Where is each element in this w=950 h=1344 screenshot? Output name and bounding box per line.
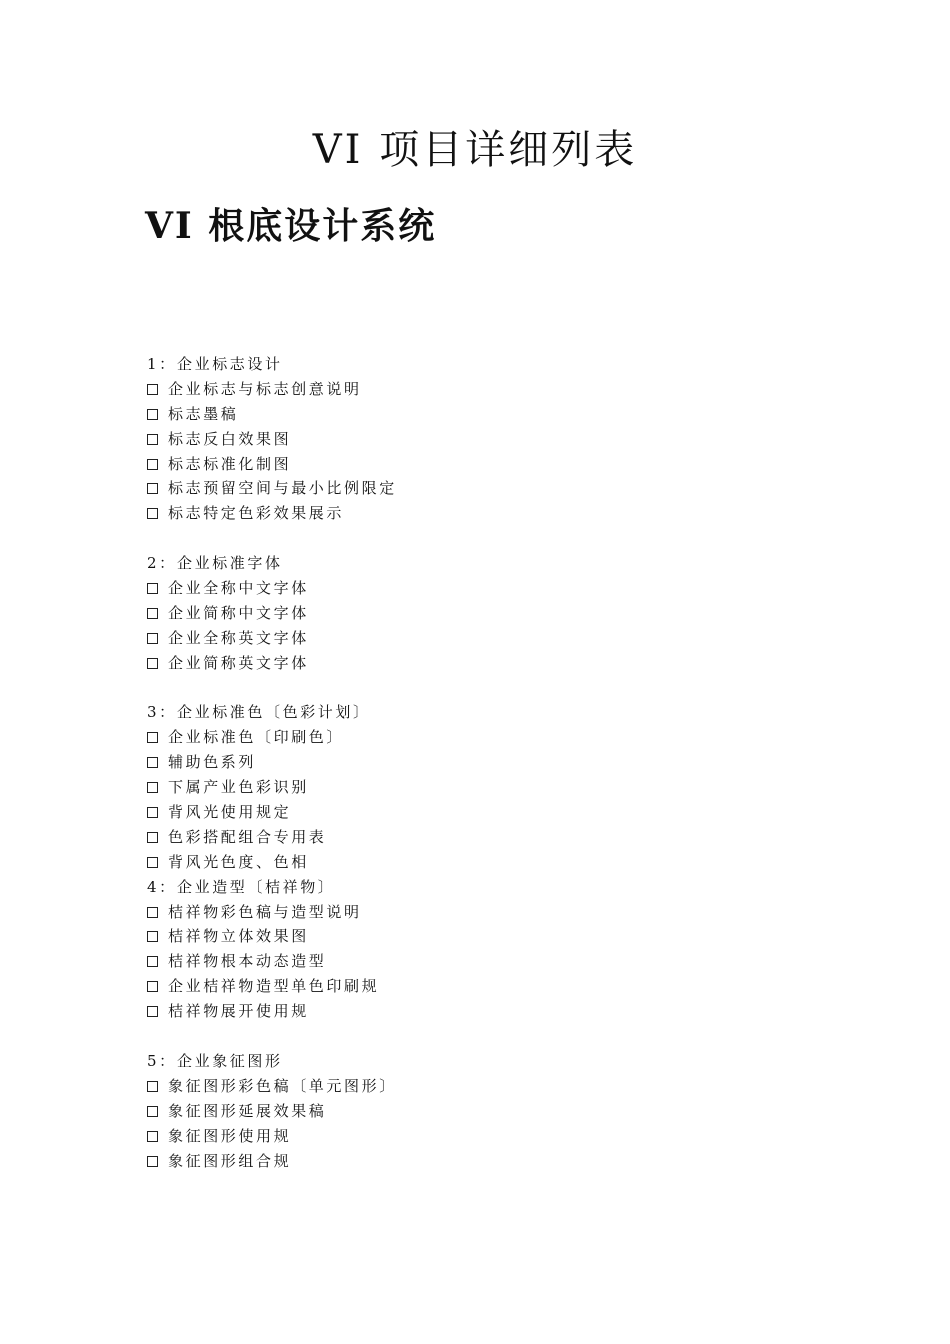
list-item xyxy=(147,974,847,999)
checkbox-icon[interactable] xyxy=(147,907,158,918)
checkbox-icon[interactable] xyxy=(147,608,158,619)
list-item xyxy=(147,850,847,875)
list-item-label: 桔祥物根本动态造型 xyxy=(168,952,327,971)
list-item-label: 桔祥物彩色稿与造型说明 xyxy=(168,902,362,921)
list-item xyxy=(147,800,847,825)
list-item xyxy=(147,999,847,1024)
list-item-label: 象征图形组合规 xyxy=(168,1151,292,1170)
list-item xyxy=(147,1099,847,1124)
list-item-label: 标志预留空间与最小比例限定 xyxy=(168,479,397,498)
list-item-label: 桔祥物展开使用规 xyxy=(168,1002,309,1021)
list-item xyxy=(147,476,847,501)
checkbox-icon[interactable] xyxy=(147,956,158,967)
list-item xyxy=(147,651,847,676)
list-item xyxy=(147,626,847,651)
list-item-label: 背风光使用规定 xyxy=(168,803,292,822)
list-item xyxy=(147,1074,847,1099)
group-title-text: 企业标准字体 xyxy=(177,554,283,573)
list-item-label: 企业标志与标志创意说明 xyxy=(168,379,362,398)
list-item xyxy=(147,402,847,427)
checkbox-icon[interactable] xyxy=(147,633,158,644)
checkbox-icon[interactable] xyxy=(147,832,158,843)
checkbox-icon[interactable] xyxy=(147,508,158,519)
checkbox-icon[interactable] xyxy=(147,1131,158,1142)
checkbox-icon[interactable] xyxy=(147,384,158,395)
list-item xyxy=(147,501,847,526)
spacer xyxy=(147,676,847,701)
section-heading: VI 根底设计系统 xyxy=(145,205,437,247)
list-item-label: 下属产业色彩识别 xyxy=(168,778,309,797)
group-title-2 xyxy=(147,551,847,576)
group-title-4 xyxy=(147,875,847,900)
list-item xyxy=(147,1149,847,1174)
list-item-label: 企业标准色〔印刷色〕 xyxy=(168,728,345,747)
list-item-label: 标志反白效果图 xyxy=(168,429,292,448)
list-item-label: 企业全称中文字体 xyxy=(168,579,309,598)
list-item xyxy=(147,377,847,402)
checkbox-icon[interactable] xyxy=(147,1156,158,1167)
group-title-text: 企业造型〔桔祥物〕 xyxy=(177,877,336,896)
group-number: 1： xyxy=(147,355,177,373)
checkbox-icon[interactable] xyxy=(147,409,158,420)
group-number: 4： xyxy=(147,877,177,896)
list-item xyxy=(147,601,847,626)
group-number: 2： xyxy=(147,554,177,573)
list-item xyxy=(147,900,847,925)
list-item xyxy=(147,949,847,974)
group-title-1 xyxy=(147,352,847,377)
list-item-label: 标志特定色彩效果展示 xyxy=(168,504,345,523)
checkbox-icon[interactable] xyxy=(147,434,158,445)
list-item-label: 企业简称中文字体 xyxy=(168,603,309,622)
checkbox-icon[interactable] xyxy=(147,459,158,470)
checkbox-icon[interactable] xyxy=(147,931,158,942)
spacer xyxy=(147,526,847,551)
group-title-3 xyxy=(147,700,847,725)
checkbox-icon[interactable] xyxy=(147,1106,158,1117)
list-item-label: 标志标准化制图 xyxy=(168,454,292,473)
list-item-label: 桔祥物立体效果图 xyxy=(168,927,309,946)
list-item-label: 背风光色度、色相 xyxy=(168,852,309,871)
checkbox-icon[interactable] xyxy=(147,857,158,868)
list-item-label: 企业桔祥物造型单色印刷规 xyxy=(168,977,380,996)
page-title: VI 项目详细列表 xyxy=(312,127,638,173)
checkbox-icon[interactable] xyxy=(147,1081,158,1092)
list-item xyxy=(147,725,847,750)
list-item-label: 象征图形使用规 xyxy=(168,1126,292,1145)
list-item xyxy=(147,1124,847,1149)
list-item-label: 企业全称英文字体 xyxy=(168,628,309,647)
group-number: 5： xyxy=(147,1051,177,1070)
list-item xyxy=(147,750,847,775)
checkbox-icon[interactable] xyxy=(147,1006,158,1017)
checkbox-icon[interactable] xyxy=(147,732,158,743)
group-number: 3： xyxy=(147,703,177,722)
list-item xyxy=(147,825,847,850)
list-item xyxy=(147,775,847,800)
group-title-5 xyxy=(147,1049,847,1074)
list-item xyxy=(147,576,847,601)
list-item xyxy=(147,452,847,477)
group-title-text: 企业象征图形 xyxy=(177,1051,283,1070)
checkbox-icon[interactable] xyxy=(147,782,158,793)
group-title-text: 企业标志设计 xyxy=(177,355,283,373)
checkbox-icon[interactable] xyxy=(147,658,158,669)
list-item xyxy=(147,427,847,452)
list-item-label: 标志墨稿 xyxy=(168,404,239,423)
list-item xyxy=(147,924,847,949)
checkbox-icon[interactable] xyxy=(147,807,158,818)
vi-item-list xyxy=(147,352,847,1173)
checkbox-icon[interactable] xyxy=(147,583,158,594)
list-item-label: 辅助色系列 xyxy=(168,753,257,772)
list-item-label: 象征图形延展效果稿 xyxy=(168,1101,327,1120)
checkbox-icon[interactable] xyxy=(147,757,158,768)
checkbox-icon[interactable] xyxy=(147,981,158,992)
checkbox-icon[interactable] xyxy=(147,483,158,494)
list-item-label: 色彩搭配组合专用表 xyxy=(168,827,327,846)
list-item-label: 企业简称英文字体 xyxy=(168,653,309,672)
list-item-label: 象征图形彩色稿〔单元图形〕 xyxy=(168,1076,397,1095)
group-title-text: 企业标准色〔色彩计划〕 xyxy=(177,703,371,722)
spacer xyxy=(147,1024,847,1049)
